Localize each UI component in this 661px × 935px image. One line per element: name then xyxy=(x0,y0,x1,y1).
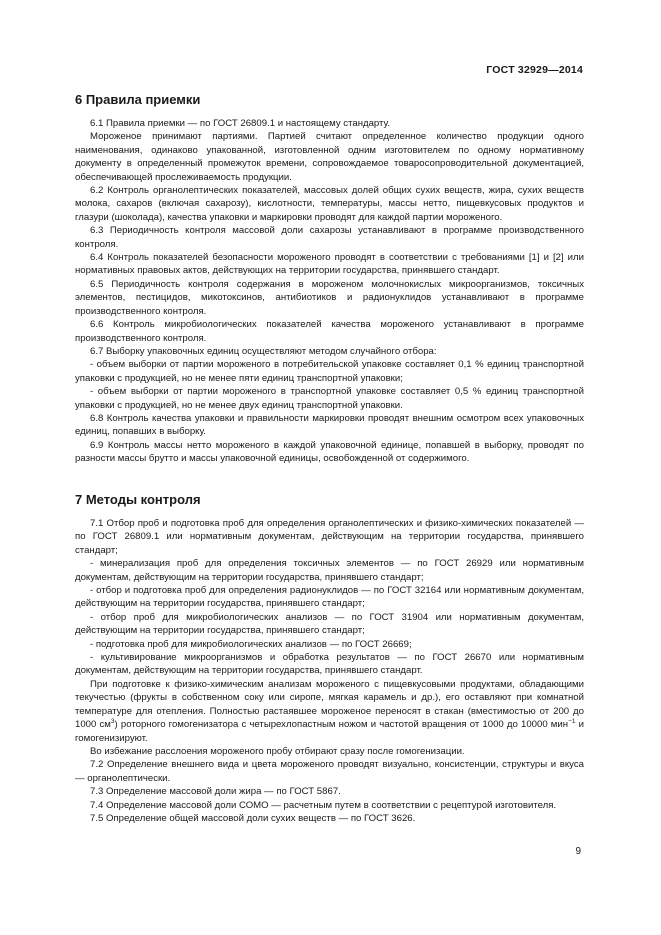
text-span: и гомогенизируют. xyxy=(75,719,585,744)
paragraph: 7.1 Отбор проб и подготовка проб для определения органолептических и физико-химических показателей — по ГОСТ 26809.1 или нормативным документам, действующим на территории государства, принявшего стандарт; xyxy=(75,518,584,556)
paragraph: 6.6 Контроль микробиологических показателей качества мороженого устанавливают в программе производственного контроля. xyxy=(75,319,584,344)
paragraph: 6.9 Контроль массы нетто мороженого в каждой упаковочной единице, попавшей в выборку, проводят по разности массы брутто и массы упаковочной единицы, освобожденной от содержимого. xyxy=(75,439,584,465)
list-item: - объем выборки от партии мороженого в потребительской упаковке составляет 0,1 % единиц транспортной упаковки с продукцией, но не менее пяти единиц транспортной упаковки; xyxy=(75,359,584,384)
list-item: - отбор и подготовка проб для определения радионуклидов — по ГОСТ 32164 или нормативным документам, действующим на территории государства, принявшего стандарт; xyxy=(75,585,584,610)
page-number: 9 xyxy=(575,846,581,857)
paragraph: 6.8 Контроль качества упаковки и правильности маркировки проводят внешним осмотром всех упаковочных единиц, попавших в выборку. xyxy=(75,412,584,438)
list-item: - объем выборки от партии мороженого в транспортной упаковке составляет 0,5 % единиц транспортной упаковки с продукцией, но не менее двух единиц транспортной упаковки. xyxy=(75,386,584,411)
paragraph: 6.7 Выборку упаковочных единиц осуществляют методом случайного отбора: xyxy=(90,345,437,357)
superscript: 3 xyxy=(110,718,115,726)
paragraph: 7.3 Определение массовой доли жира — по ГОСТ 5867. xyxy=(90,786,341,798)
section-6-title: 6 Правила приемки xyxy=(75,92,201,107)
paragraph: Во избежание расслоения мороженого пробу отбирают сразу после гомогенизации. xyxy=(90,745,465,757)
paragraph: 7.2 Определение внешнего вида и цвета мороженого проводят визуально, консистенции, структуры и вкуса — органолептически. xyxy=(75,759,584,784)
paragraph: 7.5 Определение общей массовой доли сухих веществ — по ГОСТ 3626. xyxy=(90,812,416,824)
superscript: −1 xyxy=(568,718,576,726)
paragraph-homogenization xyxy=(75,678,584,745)
text-span: ) роторного гомогенизатора с четырехлопастным ножом и частотой вращения от 1000 до 10000 мин xyxy=(114,719,569,731)
document-code: ГОСТ 32929—2014 xyxy=(486,64,583,76)
section-7 xyxy=(75,492,584,825)
list-item: - подготовка проб для микробиологических анализов — по ГОСТ 26669; xyxy=(90,638,412,650)
section-7-title: 7 Методы контроля xyxy=(75,492,201,507)
paragraph: 6.3 Периодичность контроля массовой доли сахарозы устанавливают в программе производственного контроля. xyxy=(75,225,584,250)
paragraph: Мороженое принимают партиями. Партией считают определенное количество продукции одного наименования, одинаково упакованной, изготовленной одним изготовителем по одному нормативному документу в определенный промежуток времени, сопровождаемое товаросопроводительной документацией, обеспечивающей прослеживаемость продукции. xyxy=(75,131,584,183)
paragraph: 7.4 Определение массовой доли СОМО — расчетным путем в соответствии с рецептурой изготовителя. xyxy=(90,799,557,811)
paragraph: 6.2 Контроль органолептических показателей, массовых долей общих сухих веществ, жира, сухих веществ молока, сахаров (включая сахарозу), кислотности, температуры, массы нетто, пищевкусовых продуктов и глазури (шоколада), качества упаковки и маркировки проводят для каждой партии мороженого. xyxy=(75,185,584,223)
list-item: - культивирование микроорганизмов и обработка результатов — по ГОСТ 26670 или нормативным документам, действующим на территории государства, принявшего стандарт. xyxy=(75,652,584,677)
list-item: - минерализация проб для определения токсичных элементов — по ГОСТ 26929 или нормативным документам, действующим на территории государства, принявшего стандарт; xyxy=(75,558,584,583)
paragraph: 6.4 Контроль показателей безопасности мороженого проводят в соответствии с требованиями [1] и [2] или нормативных правовых актов, действующих на территории государства, принявшего стандарт. xyxy=(75,252,584,277)
list-item: - отбор проб для микробиологических анализов — по ГОСТ 31904 или нормативным документам, действующим на территории государства, принявшего стандарт; xyxy=(75,611,584,637)
section-6 xyxy=(75,92,584,466)
paragraph: 6.1 Правила приемки — по ГОСТ 26809.1 и настоящему стандарту. xyxy=(90,118,391,129)
paragraph: 6.5 Периодичность контроля содержания в мороженом молочнокислых микроорганизмов, токсичных элементов, пестицидов, микотоксинов, антибиотиков и радионуклидов устанавливают в программе производственного контроля. xyxy=(75,278,584,317)
text-span: При подготовке к физико-химическим анализам мороженого с пищевкусовыми продуктами, обладающими текучестью (фрукты в собственном соку или сиропе, мягкая карамель и др.), его оставляют при комнатной температуре для отепления. Полностью растаявшее мороженое переносят в стакан (вместимостью от 200 до 1000 см xyxy=(75,678,584,731)
